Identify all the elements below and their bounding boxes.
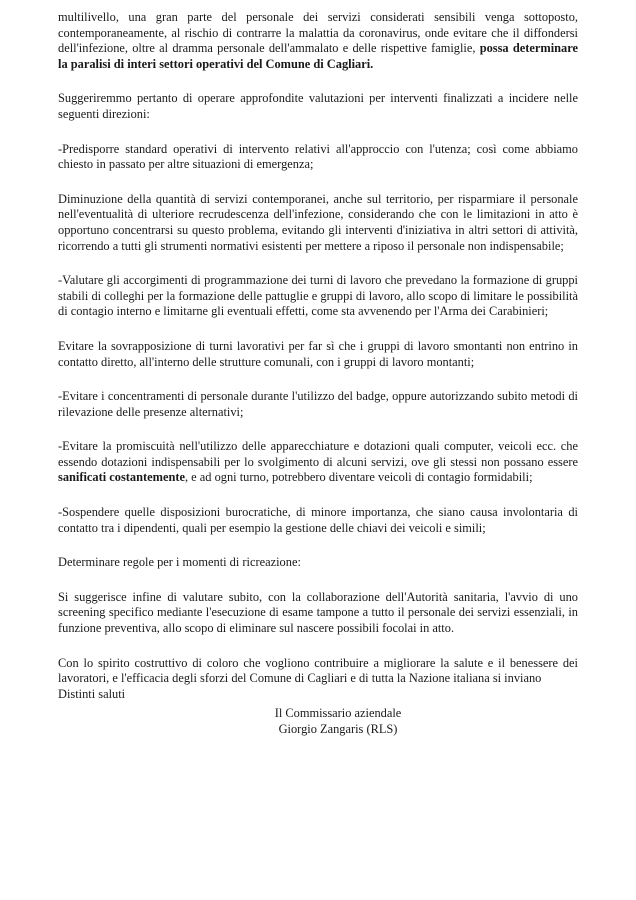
list-item-promiscuita-text-a: -Evitare la promiscuità nell'utilizzo delle apparecchiature e dotazioni quali computer, veicoli ecc. che essendo dotazioni indispensabili per lo svolgimento di alcuni servizi, ove gli stessi non possano essere [58,439,578,469]
paragraph-closing: Con lo spirito costruttivo di coloro che vogliono contribuire a migliorare la salute e il benessere dei lavoratori, e l'efficacia degli sforzi del Comune di Cagliari e di tutta la Nazione italiana si inviano [58,655,578,686]
salutation: Distinti saluti [58,686,126,701]
document-page [58,10,578,738]
list-item-sospendere: -Sospendere quelle disposizioni burocratiche, di minore importanza, che siano causa involontaria di contatto tra i dipendenti, quali per esempio la gestione delle chiavi dei veicoli e simili; [58,505,578,535]
signature-role: Il Commissario aziendale [274,706,402,721]
list-item-ricreazione: Determinare regole per i momenti di ricreazione: [58,555,301,570]
list-item-promiscuita-text-b: , e ad ogni turno, potrebbero diventare veicoli di contagio formidabili; [184,470,533,485]
paragraph-intro: Suggeriremmo pertanto di operare approfondite valutazioni per interventi finalizzati a incidere nelle seguenti direzioni: [58,91,578,121]
list-item-accorgimenti: -Valutare gli accorgimenti di programmazione dei turni di lavoro che prevedano la formazione di gruppi stabili di colleghi per la formazione delle pattuglie e gruppi di lavoro, allo scopo di limitare le possibilità di contagio interno e limitarne gli eventuali effetti, come sta avvenendo per l'Arma dei Carabinieri; [58,273,578,319]
list-item-promiscuita-bold: sanificati costantemente [58,470,185,485]
list-item-standard: -Predisporre standard operativi di intervento relativi all'approccio con l'utenza; così come abbiamo chiesto in passato per altre situazioni di emergenza; [58,141,578,172]
list-item-promiscuita [58,439,578,486]
list-item-diminuzione: Diminuzione della quantità di servizi contemporanei, anche sul territorio, per risparmiare il personale nell'eventualità di ulteriore recrudescenza dell'infezione, considerando che con le limitazioni in atto è opportuno concentrarsi su questo problema, evitando gli interventi d'iniziativa in altri settori di attività, ricorrendo a tutti gli strumenti normativi esistenti per mettere a riposo il personale non indispensabile; [58,191,578,253]
signature-block [98,706,578,737]
list-item-sovrapposizione: Evitare la sovrapposizione di turni lavorativi per far sì che i gruppi di lavoro smontanti non entrino in contatto diretto, all'interno delle strutture comunali, con i gruppi di lavoro montanti; [58,338,578,369]
paragraph-continuation-bold: possa determinare la paralisi di interi settori operativi del Comune di Cagliari. [58,41,578,71]
paragraph-continuation-text: multilivello, una gran parte del personale dei servizi considerati sensibili venga sottoposto, contemporaneamente, al rischio di contrarre la malattia da coronavirus, onde evitare che il diffondersi dell'infezione, oltre al dramma personale dell'ammalato e delle rispettive famiglie, [58,10,578,56]
paragraph-continuation [58,10,578,72]
signature-name: Giorgio Zangaris (RLS) [278,722,398,736]
list-item-badge: -Evitare i concentramenti di personale durante l'utilizzo del badge, oppure autorizzando subito metodi di rilevazione delle presenze alternativi; [58,389,578,419]
paragraph-screening: Si suggerisce infine di valutare subito, con la collaborazione dell'Autorità sanitaria, l'avvio di uno screening specifico mediante l'esecuzione di esame tampone a tutto il personale dei servizi essenziali, in funzione preventiva, allo scopo di eliminare sul nascere possibili focolai in atto. [58,589,578,636]
